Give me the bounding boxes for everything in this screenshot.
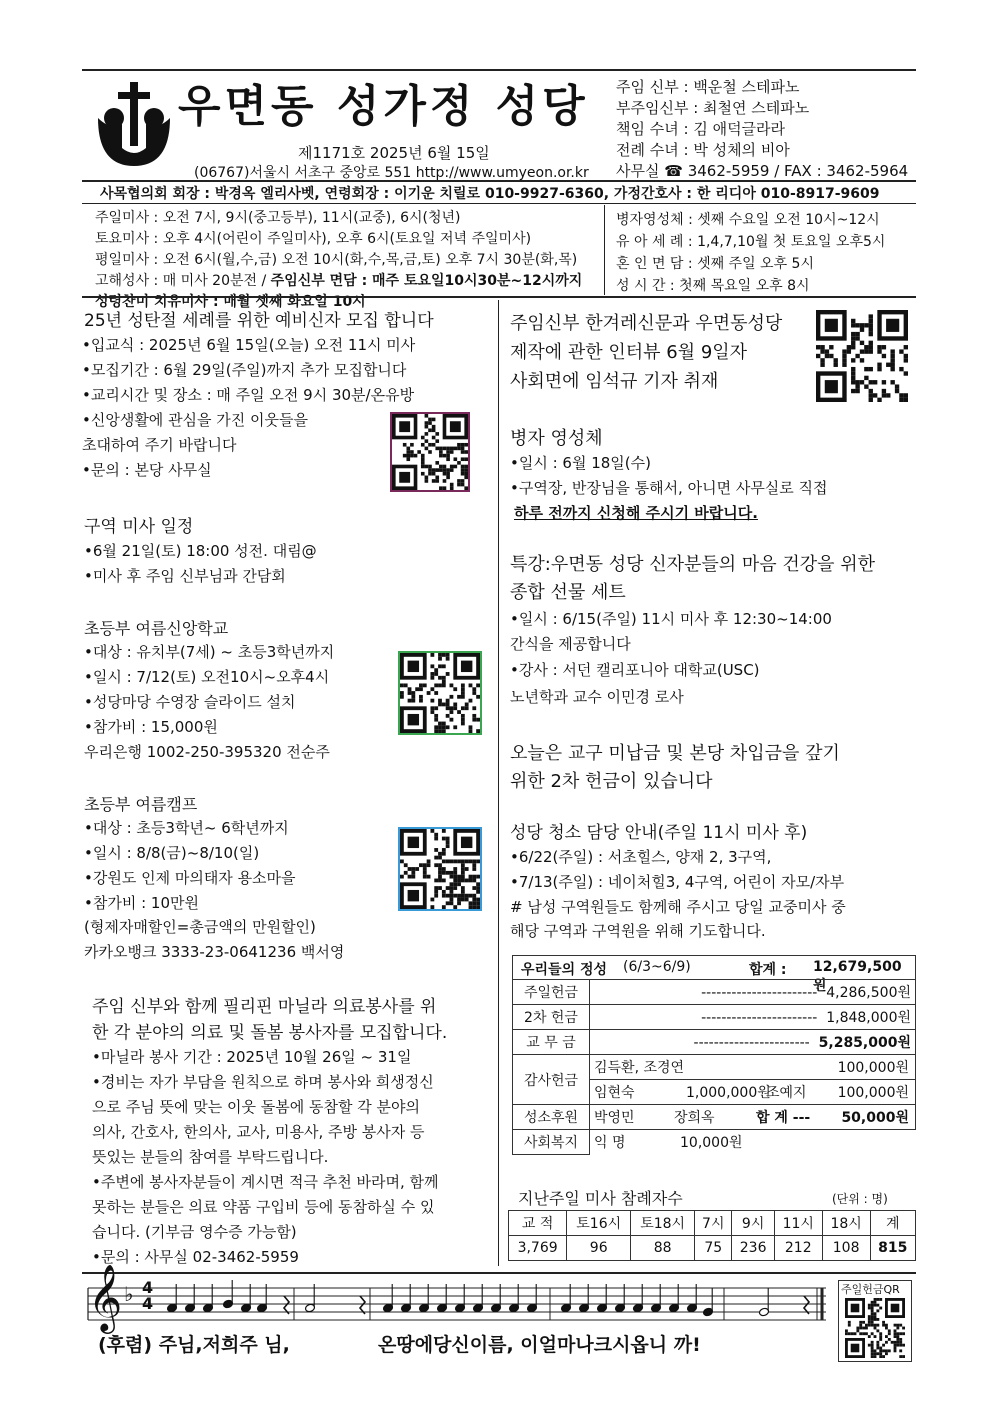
- attendance-total: 815: [870, 1236, 915, 1261]
- summer-camp-item: •대상 : 초등3학년~ 6학년까지: [84, 819, 289, 837]
- table-row: [513, 980, 916, 1005]
- district-mass-title: 구역 미사 일정: [84, 517, 194, 537]
- lecture-title-1: 특강:우면동 성당 신자분들의 마음 건강을 위한: [510, 554, 876, 575]
- leaders-rule: [82, 203, 916, 204]
- welfare-row: 익 명 10,000원: [590, 1130, 916, 1155]
- faith-school-item: •일시 : 7/12(토) 오전10시~오후4시: [84, 668, 330, 686]
- issue-number: 제1171호 2025년 6월 15일: [298, 144, 490, 162]
- confession-line: [95, 270, 582, 290]
- sunday-mass: 주일미사 : 오전 7시, 9시(중고등부), 11시(교중), 6시(청년): [95, 210, 461, 226]
- flat-icon: ♭: [124, 1282, 134, 1306]
- address: (06767)서울시 서초구 중앙로 551 http://www.umyeon.or.kr: [194, 165, 589, 181]
- summer-camp-item: •일시 : 8/8(금)~8/10(일): [84, 844, 260, 862]
- faith-school-item: •성당마당 수영장 슬라이드 설치: [84, 693, 296, 711]
- offering-label: 감사헌금: [513, 1055, 590, 1105]
- lyrics-refrain: [98, 1330, 290, 1357]
- attendance-header: 토18시: [631, 1211, 695, 1236]
- attendance-header: 교 적: [509, 1211, 567, 1236]
- parish-logo: [92, 78, 176, 170]
- medical-volunteer-contact: •문의 : 사무실 02-3462-5959: [92, 1248, 299, 1266]
- thanks-row-1: 김득환, 조경연 100,000원: [590, 1055, 916, 1080]
- support-row: 박영민 장희옥 합 계 --- 50,000원: [590, 1105, 916, 1130]
- sick-communion-item: •구역장, 반장님을 통해서, 아니면 사무실로 직접: [510, 479, 828, 497]
- catechumen-item: •입교식 : 2025년 6월 15일(오늘) 오전 11시 미사: [82, 336, 416, 354]
- time-signature-top: 4: [142, 1278, 154, 1297]
- attendance-value: 108: [822, 1236, 870, 1261]
- cleaning-note: # 남성 구역원들도 함께해 주시고 당일 교중미사 중: [510, 898, 846, 916]
- schedule-divider: [604, 205, 605, 295]
- lyrics-line-2: 온땅에당신이름, 이얼마나크시옵니 까!: [378, 1334, 701, 1356]
- attendance-header: 7시: [695, 1211, 732, 1236]
- summer-camp-account: 카카오뱅크 3333-23-0641236 백서영: [84, 943, 345, 961]
- office-phone: 사무실 ☎ 3462-5959 / FAX : 3462-5964: [616, 162, 909, 180]
- lecture-item: 간식을 제공합니다: [510, 635, 631, 653]
- holy-hour-schedule: 성 시 간 : 첫째 목요일 오후 8시: [616, 278, 810, 294]
- attendance-header: 9시: [732, 1211, 774, 1236]
- table-row: [513, 1005, 916, 1030]
- sick-communion-title: 병자 영성체: [510, 428, 603, 449]
- offering-label: 주일헌금: [513, 980, 590, 1005]
- cleaning-item: •6/22(주일) : 서초힐스, 양재 2, 3구역,: [510, 848, 772, 866]
- cleaning-note: 해당 구역과 구역원을 위해 기도합니다.: [510, 922, 766, 940]
- catechumen-title: 25년 성탄절 세례를 위한 예비신자 모집 합니다: [84, 311, 434, 331]
- table-row: [509, 1236, 916, 1261]
- column-divider: [498, 300, 499, 1266]
- time-signature-bottom: 4: [142, 1294, 154, 1313]
- attendance-title: 지난주일 미사 참례자수: [518, 1189, 683, 1208]
- attendance-unit: (단위 : 명): [832, 1192, 888, 1206]
- table-row: [513, 1130, 916, 1155]
- weekday-mass: 평일미사 : 오전 6시(월,수,금) 오전 10시(화,수,목,금,토) 오후 7시 30분(화,목): [95, 252, 578, 268]
- attendance-header: 계: [870, 1211, 915, 1236]
- offering-period: (6/3~6/9): [623, 959, 691, 975]
- summer-camp-discount: (형제자매할인=총금액의 만원할인): [84, 918, 316, 936]
- district-mass-item: •미사 후 주임 신부님과 간담회: [84, 567, 286, 585]
- medical-volunteer-item: 못하는 분들은 의료 약품 구입비 등에 동참하실 수 있: [92, 1198, 435, 1216]
- treble-clef-icon: 𝄞: [88, 1263, 123, 1331]
- summer-camp-item: •참가비 : 10만원: [84, 894, 199, 912]
- catechumen-item: 초대하여 주기 바랍니다: [82, 436, 237, 454]
- catechumen-item: •신앙생활에 관심을 가진 이웃들을: [82, 411, 309, 429]
- leaders-line: 사목협의회 회장 : 박경옥 엘리사벳, 연령회장 : 이기운 치릴로 010-9927-6360, 가정간호사 : 한 리디아 010-8917-9609: [100, 186, 880, 202]
- catechumen-item: •문의 : 본당 사무실: [82, 461, 212, 479]
- second-collection-line: 위한 2차 헌금이 있습니다: [510, 771, 713, 792]
- district-mass-item: •6월 21일(토) 18:00 성전. 대림@: [84, 542, 317, 560]
- summer-camp-qr-code[interactable]: [398, 827, 482, 911]
- attendance-value: 3,769: [509, 1236, 567, 1261]
- lecture-item: •일시 : 6/15(주일) 11시 미사 후 12:30~14:00: [510, 610, 832, 628]
- schedule-rule: [82, 296, 916, 298]
- faith-school-qr-code[interactable]: [398, 651, 482, 735]
- offering-value: ----------------------- 4,286,500원: [590, 980, 916, 1005]
- cleaning-title: 성당 청소 담당 안내(주일 11시 미사 후): [510, 823, 808, 843]
- offering-label: 사회복지: [513, 1130, 590, 1155]
- saturday-mass: 토요미사 : 오후 4시(어린이 주일미사), 오후 6시(토요일 저녁 주일미사): [95, 231, 532, 247]
- interview-line: 제작에 관한 인터뷰 6월 9일자: [510, 342, 748, 363]
- faith-school-account: 우리은행 1002-250-395320 전순주: [84, 743, 330, 761]
- infant-baptism-schedule: 유 아 세 례 : 1,4,7,10월 첫 토요일 오후5시: [616, 234, 886, 250]
- interview-qr-code[interactable]: [816, 310, 908, 402]
- table-row: [513, 1105, 916, 1130]
- medical-volunteer-item: 습니다. (기부금 영수증 가능함): [92, 1223, 297, 1241]
- staff-pastor: 주임 신부 : 백운철 스테파노: [616, 78, 800, 96]
- medical-volunteer-item: 의사, 간호사, 한의사, 교사, 미용사, 주방 봉사자 등: [92, 1123, 425, 1141]
- header-rule: [82, 180, 916, 182]
- sick-communion-deadline: 하루 전까지 신청해 주시기 바랍니다.: [514, 504, 758, 522]
- offering-label: 2차 헌금: [513, 1005, 590, 1030]
- lecture-item: •강사 : 서던 캘리포니아 대학교(USC): [510, 661, 760, 679]
- sick-communion-item: •일시 : 6월 18일(수): [510, 454, 651, 472]
- attendance-header: 토16시: [567, 1211, 631, 1236]
- summer-camp-item: •강원도 인제 마의태자 용소마을: [84, 869, 296, 887]
- lyrics-line-1: 주님,저희주 님,: [158, 1334, 290, 1356]
- medical-volunteer-item: •경비는 자가 부담을 원칙으로 하며 봉사와 희생정신: [92, 1073, 434, 1091]
- faith-school-title: 초등부 여름신앙학교: [84, 619, 229, 638]
- attendance-value: 212: [774, 1236, 822, 1261]
- offering-label: 교 무 금: [513, 1030, 590, 1055]
- lecture-title-2: 종합 선물 세트: [510, 582, 626, 603]
- offering-qr-label: 주일헌금QR: [841, 1283, 900, 1296]
- marriage-meeting-schedule: 혼 인 면 담 : 셋째 주일 오후 5시: [616, 256, 814, 272]
- lecture-item: 노년학과 교수 이민경 로사: [510, 688, 684, 706]
- pastor-meeting: 주임신부 면담 : 매주 토요일10시30분~12시까지: [270, 273, 583, 289]
- offering-table: [512, 979, 916, 1155]
- medical-volunteer-item: 뜻있는 분들의 참여를 부탁드립니다.: [92, 1148, 329, 1166]
- offering-value: ----------------------- 1,848,000원: [590, 1005, 916, 1030]
- attendance-header: 11시: [774, 1211, 822, 1236]
- faith-school-item: •참가비 : 15,000원: [84, 718, 218, 736]
- table-row: [513, 1030, 916, 1055]
- offering-total-label: 합계 :: [749, 962, 787, 978]
- offering-title: 우리들의 정성: [521, 962, 608, 978]
- medical-volunteer-item: •마닐라 봉사 기간 : 2025년 10월 26일 ~ 31일: [92, 1048, 412, 1066]
- staff-sister-1: 책임 수녀 : 김 애덕글라라: [616, 120, 786, 138]
- attendance-value: 75: [695, 1236, 732, 1261]
- sunday-offering-qr-box[interactable]: [838, 1280, 912, 1362]
- summer-camp-title: 초등부 여름캠프: [84, 795, 198, 814]
- sick-communion-schedule: 병자영성체 : 셋째 수요일 오전 10시~12시: [616, 212, 880, 228]
- thanks-row-2: 임현숙 1,000,000원 조예지 100,000원: [590, 1080, 916, 1105]
- medical-volunteer-title-2: 한 각 분야의 의료 및 돌봄 봉사자를 모집합니다.: [92, 1023, 448, 1043]
- medical-volunteer-title-1: 주임 신부와 함께 필리핀 마닐라 의료봉사를 위: [92, 997, 437, 1017]
- footer-rule: [82, 1272, 916, 1274]
- catechumen-qr-code[interactable]: [390, 412, 470, 492]
- attendance-header: 18시: [822, 1211, 870, 1236]
- confession-text: 고해성사 : 매 미사 20분전 /: [95, 273, 271, 289]
- second-collection-line: 오늘은 교구 미납금 및 본당 차입금을 갚기: [510, 743, 840, 764]
- offering-label: 성소후원: [513, 1105, 590, 1130]
- attendance-table: [508, 1210, 916, 1261]
- medical-volunteer-item: 으로 주님 뜻에 맞는 이웃 돌봄에 동참할 각 분야의: [92, 1098, 420, 1116]
- interview-line: 주임신부 한겨레신문과 우면동성당: [510, 313, 783, 334]
- cleaning-item: •7/13(주일) : 네이처힐3, 4구역, 어린이 자모/자부: [510, 873, 845, 891]
- interview-line: 사회면에 임석규 기자 취재: [510, 371, 719, 392]
- catechumen-item: •교리시간 및 장소 : 매 주일 오전 9시 30분/온유방: [82, 386, 415, 404]
- lyrics-prefix: (후렴): [98, 1334, 153, 1356]
- attendance-value: 96: [567, 1236, 631, 1261]
- staff-assistant-pastor: 부주임신부 : 최철연 스테파노: [616, 99, 810, 117]
- offering-total: 12,679,500원: [813, 959, 902, 994]
- attendance-value: 88: [631, 1236, 695, 1261]
- table-row: [509, 1211, 916, 1236]
- healing-mass: 성령찬미 치유미사 : 매월 셋째 화요일 10시: [95, 294, 366, 310]
- table-row: [513, 1055, 916, 1080]
- catechumen-item: •모집기간 : 6월 29일(주일)까지 추가 모집합니다: [82, 361, 407, 379]
- faith-school-item: •대상 : 유치부(7세) ~ 초등3학년까지: [84, 643, 335, 661]
- attendance-value: 236: [732, 1236, 774, 1261]
- staff-sister-2: 전례 수녀 : 박 성체의 비아: [616, 141, 790, 159]
- offering-value: ----------------------- 5,285,000원: [590, 1030, 916, 1055]
- medical-volunteer-item: •주변에 봉사자분들이 계시면 적극 추천 바라며, 함께: [92, 1173, 439, 1191]
- parish-name: 우면동 성가정 성당: [178, 81, 589, 132]
- offering-qr-code[interactable]: [845, 1298, 905, 1358]
